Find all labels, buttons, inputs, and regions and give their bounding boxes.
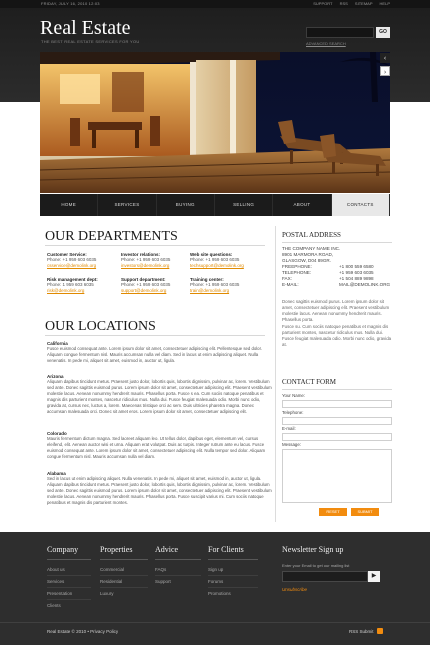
reset-button[interactable]: RESET (319, 508, 347, 516)
dept-email-link[interactable]: support@demolink.org (121, 288, 167, 293)
name-field[interactable] (282, 400, 392, 408)
departments-heading: OUR DEPARTMENTS (45, 229, 178, 244)
message-textarea[interactable] (282, 449, 392, 503)
dept-support (121, 277, 191, 293)
location-text: Fusce euismod consequat ante. Lorem ipsum dolor sit amet, consectetuer adipiscing elit. Pellentesque sed dolor. Aliquam congue fermentum nisl. Mauris accumsan nulla vel diam. Sed in lacus ut enim adipiscing aliquet. Nulla venenatis. In pede mi, aliquet sit amet, euismod in, auctor ut, ligula. (47, 346, 262, 364)
footer-sep (155, 575, 201, 576)
footer-col-underline (155, 559, 201, 560)
main-nav (40, 194, 390, 216)
dept-phone: Phone: +1 959 603 6035 (121, 282, 171, 287)
location-name: Arizona (47, 374, 64, 379)
newsletter-email-input[interactable] (282, 571, 368, 582)
dept-phone: Phone: +1 959 603 6035 (121, 257, 171, 262)
top-link-support[interactable]: SUPPORT (313, 1, 333, 6)
footer-sep (208, 587, 258, 588)
email-label: E-MAIL: (282, 282, 299, 287)
telephone-value: +1 959 603 6035 (339, 270, 374, 275)
slider-next-icon[interactable]: › (380, 66, 390, 76)
dept-email-link[interactable]: csservice@demolink.org (47, 263, 97, 268)
top-date: FRIDAY, JULY 16, 2010 12:03 (41, 1, 100, 6)
footer-link[interactable]: Promotions (208, 591, 231, 596)
newsletter-submit-button[interactable]: ▶ (368, 571, 380, 582)
location-alabama (47, 471, 272, 506)
nav-selling[interactable]: SELLING (215, 194, 273, 216)
footer-link[interactable]: Support (155, 579, 171, 584)
dept-investor-relations (121, 252, 191, 268)
footer-col-title: Properties (100, 545, 133, 554)
footer-link[interactable]: Luxury (100, 591, 114, 596)
footer-sep (47, 575, 91, 576)
telephone-field[interactable] (282, 417, 392, 425)
footer-col-properties (100, 545, 148, 596)
contact-form-rule (282, 389, 392, 390)
footer-col-underline (208, 559, 258, 560)
footer-sep (47, 587, 91, 588)
dept-risk-management (47, 277, 119, 293)
copyright: Real Estate © 2010 • Privacy Policy (47, 629, 119, 634)
slider-prev-icon[interactable]: ‹ (380, 53, 390, 63)
site-tagline: THE BEST REAL ESTATE SERVICES FOR YOU (41, 39, 140, 44)
footer-col-title: Advice (155, 545, 179, 554)
footer-link[interactable]: Forums (208, 579, 224, 584)
newsletter-hint: Enter your Email to get our mailing list (282, 563, 350, 568)
dept-name: Customer Service: (47, 252, 87, 257)
search-input[interactable] (306, 27, 374, 38)
email-field-label: E-mail: (282, 426, 296, 431)
footer-col-underline (47, 559, 91, 560)
dept-training-center (190, 277, 265, 293)
location-text: Mauris fermentum dictum magna. Sed laoreet aliquam leo. Ut tellus dolor, dapibus eget, elementum vel, cursus eleifend, elit. Aenean auctor wisi et urna. Aliquam erat volutpat. Duis ac turpis. Integer rutrum ante eu lacus. Fusce euismod consequat ante. Lorem ipsum dolor sit amet, consectetuer adipiscing elit. Nulla tempor sed dolor. Aliquam congue fermentum nisl. Mauris accumsan nulla vel diam. (47, 436, 266, 460)
email-row (282, 282, 394, 288)
postal-rule (282, 242, 392, 243)
house-photo (40, 52, 390, 193)
location-text: Aliquam dapibus tincidunt metus. Praesent justo dolor, lobortis quis, lobortis dignissim, pulvinar ac, lorem. Vestibulum sed ante. Donec sagittis euismod purus. Lorem ipsum dolor sit amet, consectetuer adipiscing elit. Praesent vestibulum molestie lacus. Aenean nonummy hendrerit mauris. Phasellus porta. Fusce s ea. Cum sociis natoque penatibus et magnis dis parturient montes, nascetur ridiculus mus. Nulla dui. Fusce feugiat malesuada odio. Morbi nunc odio, gravida at, cursus nec, luctus a, lorem. Maecenas tristique orci ac sem. Duis ultricies pharetra magna. Donec accumsan malesuada orci. Donec sit amet eros. Lorem ipsum dolor sit amet, consectetuer adipiscing elit. (47, 379, 272, 415)
dept-customer-service (47, 252, 117, 268)
location-name: California (47, 341, 68, 346)
search-button[interactable]: GO (376, 27, 390, 38)
footer-col-company (47, 545, 91, 608)
location-colorado (47, 431, 272, 460)
postal-text-1: Donec sagittis euismod purus. Lorem ipsum dolor sit amet, consectetuer adipiscing elit. Praesent vestibulum molestie lacus. Aenean nonummy hendrerit mauris. Phasellus porta. (282, 299, 390, 322)
dept-name: Training center: (190, 277, 224, 282)
location-name: Alabama (47, 471, 66, 476)
dept-phone: Phone: +1 959 603 6035 (47, 257, 97, 262)
city: GLASGOW, D04 89GR. (282, 258, 332, 263)
footer-sep (100, 575, 148, 576)
nav-services[interactable]: SERVICES (98, 194, 156, 216)
rss-icon[interactable] (377, 628, 383, 634)
footer-link[interactable]: Sign up (208, 567, 224, 572)
name-label: Your Name: (282, 393, 306, 398)
dept-name: Investor relations: (121, 252, 161, 257)
email-link[interactable]: MAIL@DEMOLINK.ORG (339, 282, 391, 287)
footer-link[interactable]: Presentation (47, 591, 73, 596)
freephone-value: +1 800 559 6580 (339, 264, 374, 269)
nav-home[interactable]: HOME (40, 194, 98, 216)
dept-email-link[interactable]: techsupport@demolink.org (190, 263, 244, 268)
dept-name: Risk management dept: (47, 277, 98, 282)
contact-form-heading: CONTACT FORM (282, 378, 336, 386)
unsubscribe-link[interactable]: Unsubscribe (282, 587, 308, 592)
footer-link[interactable]: Clients (47, 603, 61, 608)
submit-button[interactable]: SUBMIT (351, 508, 379, 516)
footer-col-title: Company (47, 545, 79, 554)
footer-sep (100, 587, 148, 588)
sidebar-divider (275, 226, 276, 522)
dept-phone: Phone: 1 959 603 6035 (47, 282, 94, 287)
nav-about[interactable]: ABOUT (273, 194, 331, 216)
dept-email-link[interactable]: investors@demolink.org (121, 263, 170, 268)
locations-rule (45, 335, 265, 336)
footer-sep (208, 575, 258, 576)
footer-col-underline (100, 559, 148, 560)
top-link-sitemap[interactable]: SITEMAP (354, 1, 373, 6)
location-arizona (47, 374, 272, 416)
nav-buying[interactable]: BUYING (157, 194, 215, 216)
message-label: Message: (282, 442, 302, 447)
postal-address-heading: POSTAL ADDRESS (282, 231, 341, 239)
dept-email-link[interactable]: train@demolink.org (190, 288, 230, 293)
freephone-label: FREEPHONE: (282, 264, 312, 269)
footer-link[interactable]: Commercial (100, 567, 125, 572)
dept-phone: Phone: +1 959 603 6035 (190, 282, 240, 287)
locations-heading: OUR LOCATIONS (45, 319, 156, 334)
footer-link[interactable]: Services (47, 579, 65, 584)
dept-website-questions (190, 252, 265, 268)
dept-name: Support department: (121, 277, 166, 282)
postal-text-2: Fusce su. Cum sociis natoque penatibus et magnis dis parturient montes, nascetur ridiculus mus. Nulla dui. Fusce feugiat malesuada odio. Morbi nunc odio, gravida at. (282, 324, 392, 347)
location-text: Sed in lacus ut enim adipiscing aliquet. Nulla venenatis. In pede mi, aliquet sit amet, euismod in, auctor ut, ligula. Aliquam dapibus tincidunt metus. Praesent justo dolor, lobortis quis, lobortis dignissim, pulvinar ac, lorem. Vestibulum sed ante. Donec sagittis euismod purus. Lorem ipsum dolor sit amet, consectetuer adipiscing elit. Praesent vestibulum molestie lacus. Aenean nonummy hendrerit mauris. Phasellus porta. Fusce suscipit varius mi. Cum sociis natoque penatibus et magnis dis parturient montes. (47, 476, 272, 506)
dept-name: Web site questions: (190, 252, 233, 257)
footer-col-title: For Clients (208, 545, 244, 554)
postal-address-block (282, 246, 394, 288)
top-link-rss[interactable]: RSS (339, 1, 348, 6)
top-link-help[interactable]: HELP (379, 1, 390, 6)
footer-link[interactable]: About us (47, 567, 65, 572)
email-field[interactable] (282, 433, 392, 441)
fax-label: FAX: (282, 276, 292, 281)
site-logo[interactable]: Real Estate (40, 17, 131, 39)
telephone-field-label: Telephone: (282, 410, 304, 415)
footer-bottom-rule (0, 622, 430, 623)
dept-email-link[interactable]: risk@demolink.org (47, 288, 85, 293)
footer-link[interactable]: Residential (100, 579, 123, 584)
location-california (47, 341, 272, 364)
telephone-label: TELEPHONE: (282, 270, 312, 275)
location-name: Colorado (47, 431, 67, 436)
newsletter-heading: Newsletter Sign up (282, 545, 344, 554)
nav-contacts[interactable]: CONTACTS (332, 194, 390, 216)
footer-link[interactable]: FAQs (155, 567, 167, 572)
company-name: THE COMPANY NAME INC. (282, 246, 341, 251)
advanced-search-link[interactable]: ADVANCED SEARCH (306, 41, 346, 46)
footer-col-for-clients (208, 545, 258, 596)
hero-slider-image (40, 52, 390, 193)
footer-sep (47, 599, 91, 600)
street: 8901 MARMORA ROAD, (282, 252, 334, 257)
departments-rule (45, 245, 265, 246)
fax-value: +1 504 889 9898 (339, 276, 374, 281)
rss-submit-link[interactable]: RSS Submit (349, 629, 374, 634)
footer-col-advice (155, 545, 201, 584)
top-links (307, 1, 390, 6)
dept-phone: Phone: +1 959 603 6035 (190, 257, 240, 262)
